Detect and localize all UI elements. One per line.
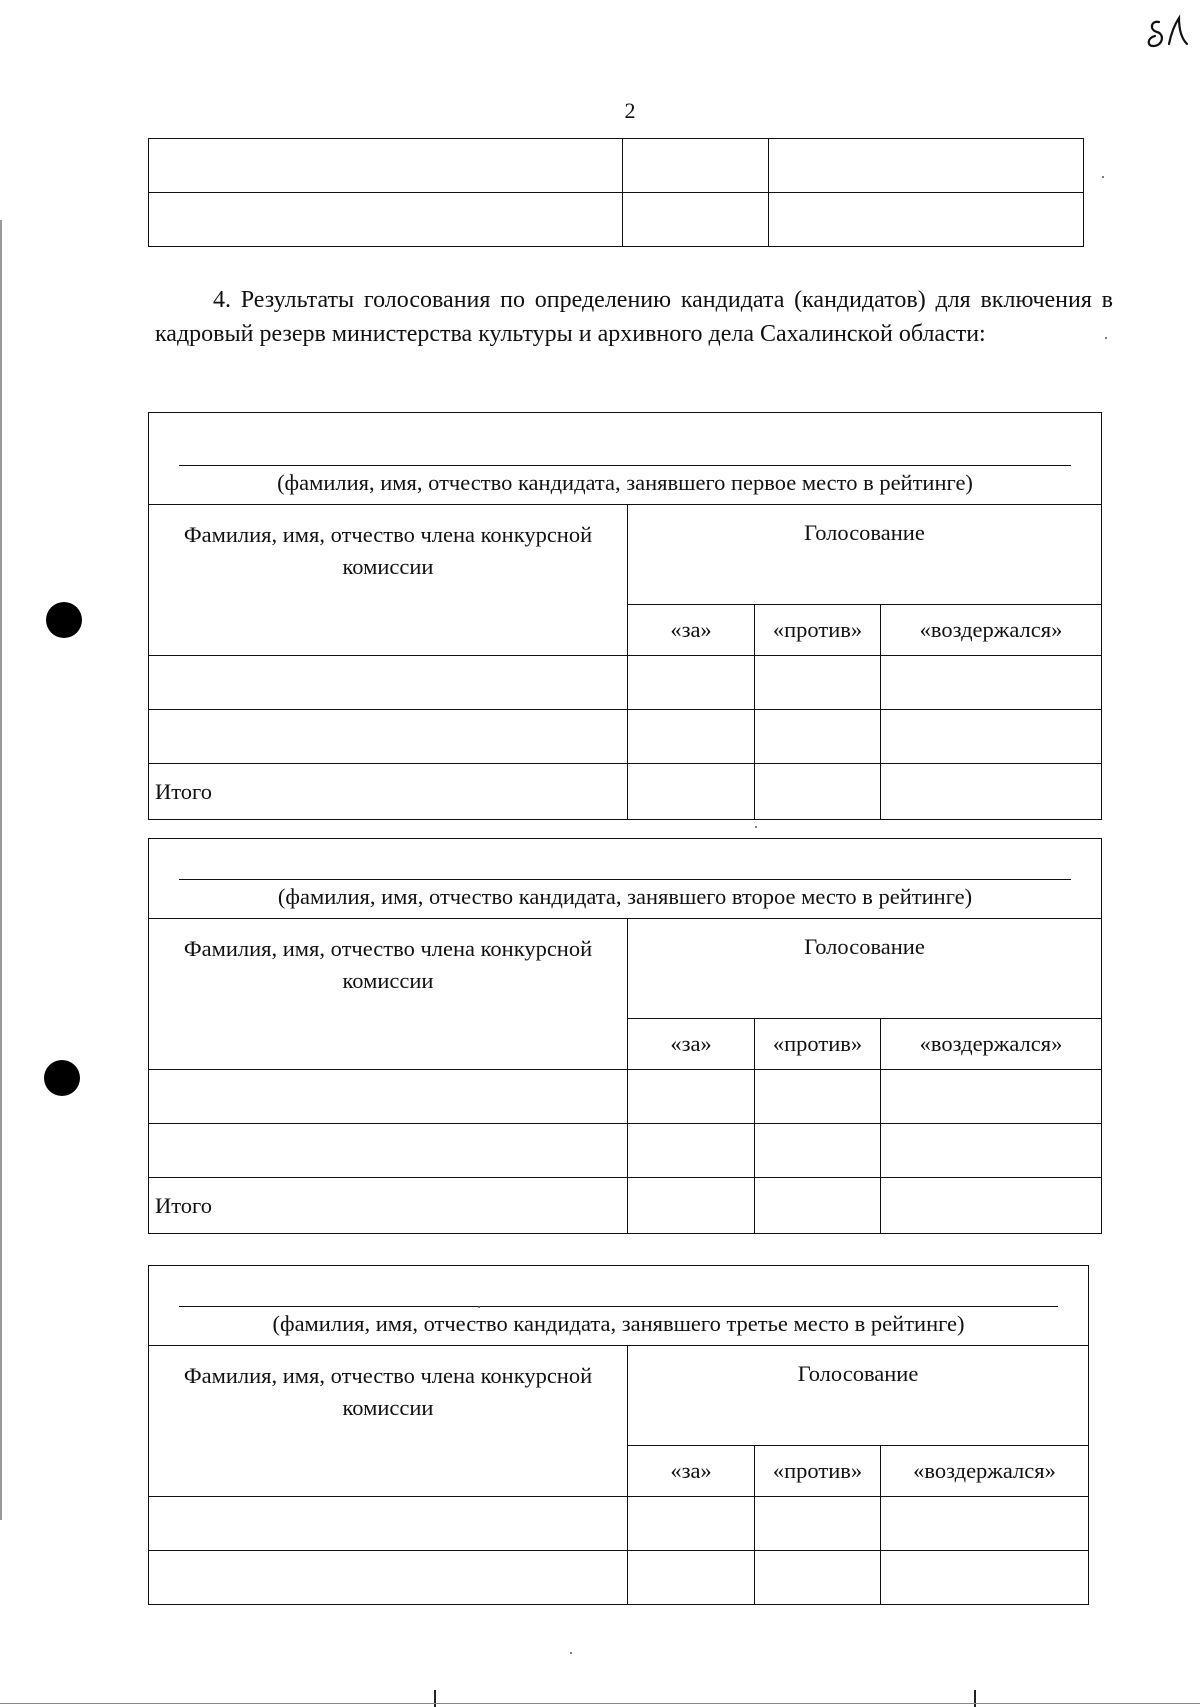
table-row [149, 1124, 1102, 1178]
table-row [149, 1070, 1102, 1124]
handwritten-page-number [1145, 14, 1191, 54]
continued-table [148, 138, 1084, 247]
vote-column-against: «против» [755, 1018, 881, 1069]
scan-bottom-edge [0, 1703, 1200, 1704]
candidate-caption: (фамилия, имя, отчество кандидата, занявшего второе место в рейтинге) [277, 884, 973, 909]
table-row [149, 1551, 1089, 1605]
scan-mark [434, 1690, 436, 1707]
candidate-name-cell [149, 839, 1102, 919]
section-paragraph [155, 283, 1113, 351]
vote-column-against: «против» [755, 1445, 881, 1496]
vote-column-abstained: «воздержался» [881, 1445, 1089, 1496]
scan-speck [478, 1306, 480, 1308]
page-number: 2 [624, 98, 636, 123]
candidate-name-line [179, 1306, 1058, 1307]
total-label: Итого [149, 764, 628, 820]
voting-header: Голосование [628, 919, 1102, 1019]
voting-table-third-place [148, 1265, 1089, 1605]
vote-column-for: «за» [628, 1445, 755, 1496]
section-text: 4. Результаты голосования по определению кандидата (кандидатов) для включения в кадровый резерв министерства культуры и архивного дела Сахалинской области: [155, 287, 1113, 347]
vote-column-abstained: «воздержался» [881, 604, 1102, 655]
vote-column-for: «за» [628, 1018, 755, 1069]
voting-table-first-place [148, 412, 1102, 820]
binder-edge [0, 220, 2, 1520]
candidate-name-cell [149, 1266, 1089, 1346]
table-row [149, 710, 1102, 764]
scan-mark [974, 1690, 976, 1707]
total-label: Итого [149, 1178, 628, 1234]
table-row [149, 193, 1084, 247]
scan-speck [755, 826, 757, 828]
table-row [149, 656, 1102, 710]
scan-speck [1102, 176, 1104, 178]
candidate-caption: (фамилия, имя, отчество кандидата, занявшего третье место в рейтинге) [272, 1311, 965, 1336]
vote-column-against: «против» [755, 604, 881, 655]
member-header: Фамилия, имя, отчество члена конкурсной комиссии [149, 919, 628, 1070]
total-row [149, 764, 1102, 820]
scan-speck [1105, 337, 1107, 339]
table-row [149, 1497, 1089, 1551]
candidate-caption: (фамилия, имя, отчество кандидата, занявшего первое место в рейтинге) [277, 470, 973, 495]
voting-header: Голосование [628, 1346, 1089, 1446]
vote-column-abstained: «воздержался» [881, 1018, 1102, 1069]
punch-hole [46, 602, 82, 638]
member-header: Фамилия, имя, отчество члена конкурсной комиссии [149, 1346, 628, 1497]
candidate-name-line [179, 465, 1071, 466]
voting-table-second-place [148, 838, 1102, 1234]
candidate-name-line [179, 879, 1071, 880]
punch-hole [44, 1060, 80, 1096]
member-header: Фамилия, имя, отчество члена конкурсной комиссии [149, 505, 628, 656]
scan-speck [570, 1652, 572, 1654]
vote-column-for: «за» [628, 604, 755, 655]
total-row [149, 1178, 1102, 1234]
voting-header: Голосование [628, 505, 1102, 605]
candidate-name-cell [149, 413, 1102, 505]
table-row [149, 139, 1084, 193]
